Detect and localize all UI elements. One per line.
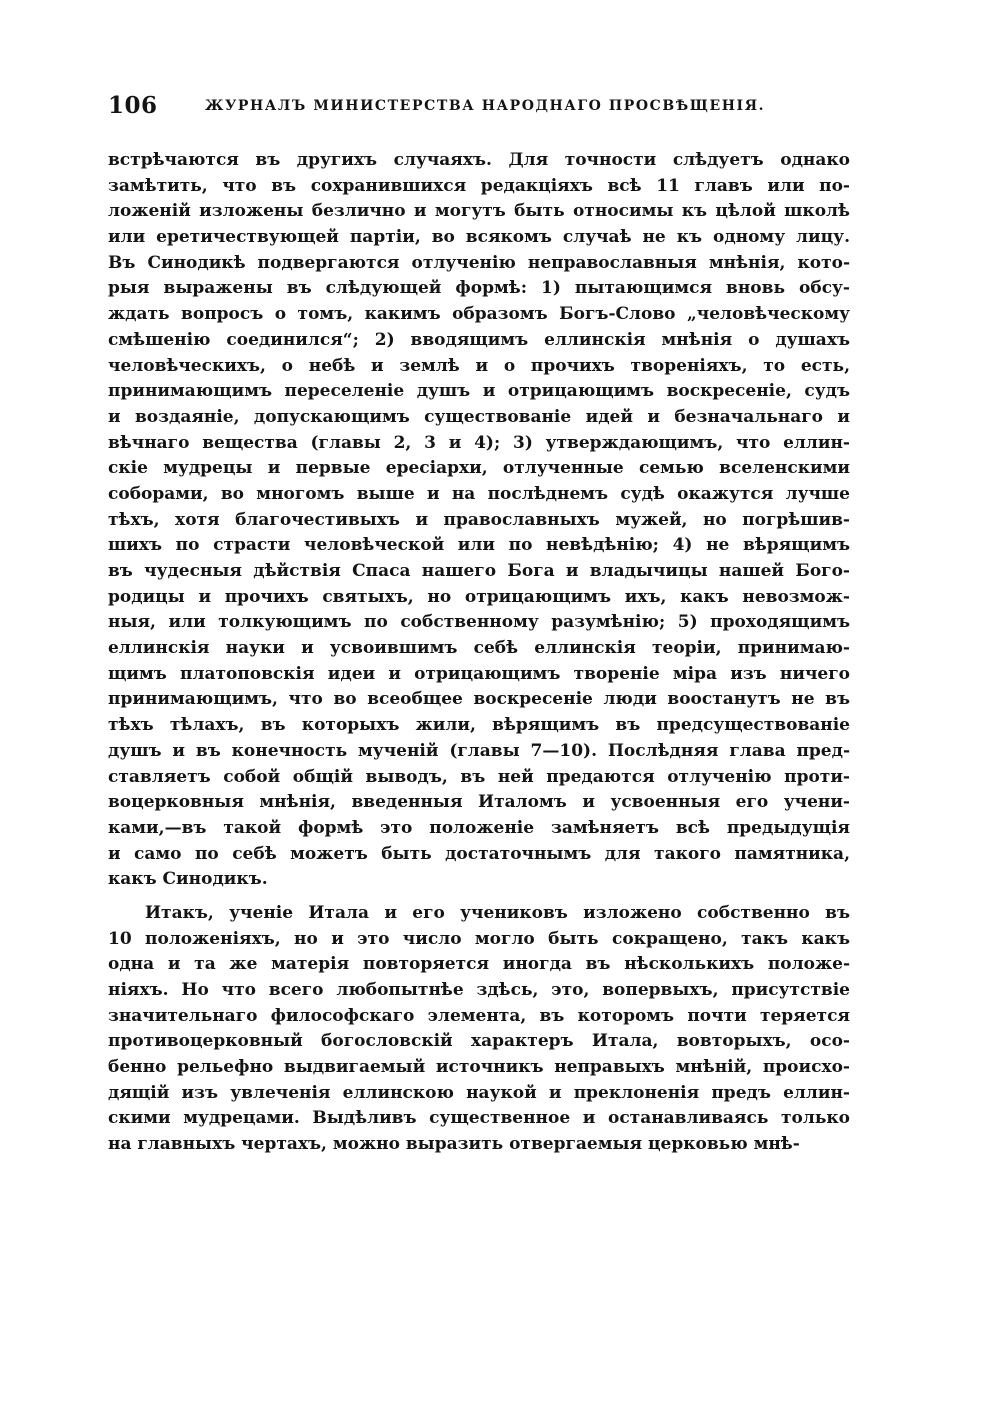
text-line: замѣтить, что въ сохранившихся редакціяхъ всѣ 11 главъ или по- (108, 175, 850, 196)
text-line: одна и та же матерія повторяется иногда въ нѣсколькихъ положе- (108, 954, 850, 975)
text-line: родицы и прочихъ святыхъ, но отрицающимъ ихъ, какъ невозмож- (108, 586, 850, 607)
page-number: 106 (108, 92, 158, 119)
text-line: принимающимъ переселеніе душъ и отрицающимъ воскресеніе, судъ (108, 381, 850, 402)
text-line: рыя выражены въ слѣдующей формѣ: 1) пытающимся вновь обсу- (108, 278, 850, 299)
text-line: противоцерковный богословскій характеръ Итала, вовторыхъ, осо- (108, 1031, 850, 1052)
text-line: смѣшенію соединился“; 2) вводящимъ еллинскія мнѣнія о душахъ (108, 329, 850, 350)
text-line: дящій изъ увлеченія еллинскою наукой и преклоненія предъ еллин- (108, 1082, 850, 1103)
text-line: шихъ по страсти человѣческой или по невѣдѣнію; 4) не вѣрящимъ (108, 535, 850, 556)
text-line: ныя, или толкующимъ по собственному разумѣнію; 5) проходящимъ (108, 612, 850, 633)
text-line: принимающимъ, что во всеобщее воскресеніе люди воостанутъ не въ (108, 689, 850, 710)
text-line: Итакъ, ученіе Итала и его учениковъ изложено собственно въ (145, 902, 850, 923)
paragraph (108, 901, 850, 1158)
text-line: тѣхъ, хотя благочестивыхъ и православныхъ мужей, но погрѣшив- (108, 509, 850, 530)
body-text (108, 148, 850, 1158)
text-line: въ чудесныя дѣйствія Спаса нашего Бога и владычицы нашей Бого- (108, 561, 850, 581)
text-line: человѣческихъ, о небѣ и землѣ и о прочихъ твореніяхъ, то есть, (108, 355, 850, 376)
text-line: какъ Синодикъ. (108, 869, 268, 890)
text-line: ждать вопросъ о томъ, какимъ образомъ Богъ-Слово „человѣческому (108, 304, 850, 325)
text-line: соборами, во многомъ выше и на послѣднемъ судѣ окажутся лучше (108, 483, 850, 504)
paragraph-gap (108, 893, 850, 901)
text-line: бенно рельефно выдвигаемый источникъ неправыхъ мнѣній, происхо- (108, 1057, 850, 1078)
paragraph (108, 148, 850, 893)
text-line: и само по себѣ можетъ быть достаточнымъ для такого памятника, (108, 843, 850, 864)
text-line: тѣхъ тѣлахъ, въ которыхъ жили, вѣрящимъ въ предсуществованіе (108, 715, 850, 736)
text-line: 10 положеніяхъ, но и это число могло быть сокращено, такъ какъ (108, 928, 850, 949)
text-line: ставляетъ собой общій выводъ, въ ней предаются отлученію проти- (108, 766, 850, 787)
page-header (108, 92, 850, 132)
text-line: вѣчнаго вещества (главы 2, 3 и 4); 3) утверждающимъ, что еллин- (108, 432, 850, 453)
text-line: и воздаяніе, допускающимъ существованіе идей и безначальнаго и (108, 406, 850, 427)
text-line: встрѣчаются въ другихъ случаяхъ. Для точности слѣдуетъ однако (108, 150, 850, 170)
text-line: ложеній изложены безлично и могутъ быть относимы къ цѣлой школѣ (108, 201, 850, 222)
text-line: душъ и въ конечность мученій (главы 7—10). Послѣдняя глава пред- (108, 740, 850, 761)
text-line: скими мудрецами. Выдѣливъ существенное и останавливаясь только (108, 1108, 850, 1129)
document-page (108, 92, 850, 1155)
text-line: ками,—въ такой формѣ это положеніе замѣняетъ всѣ предыдущія (108, 817, 850, 838)
text-line: щимъ платоповскія идеи и отрицающимъ твореніе міра изъ ничего (108, 663, 850, 684)
text-line: на главныхъ чертахъ, можно выразить отвергаемыя церковью мнѣ- (108, 1134, 800, 1155)
text-line: воцерковныя мнѣнія, введенныя Италомъ и усвоенныя его учени- (108, 792, 850, 813)
text-line: значительнаго философскаго элемента, въ которомъ почти теряется (108, 1005, 850, 1026)
text-line: Въ Синодикѣ подвергаются отлученію неправославныя мнѣнія, кото- (108, 252, 850, 273)
text-line: ніяхъ. Но что всего любопытнѣе здѣсь, это, вопервыхъ, присутствіе (108, 980, 850, 1000)
text-line: или еретичествующей партіи, во всякомъ случаѣ не къ одному лицу. (108, 227, 850, 248)
running-title: ЖУРНАЛЪ МИНИСТЕРСТВА НАРОДНАГО ПРОСВѢЩЕНІЯ. (205, 98, 766, 114)
text-line: еллинскія науки и усвоившимъ себѣ еллинскія теоріи, принимаю- (108, 638, 850, 659)
text-line: скіе мудрецы и первые ересіархи, отлученные семью вселенскими (108, 458, 850, 479)
